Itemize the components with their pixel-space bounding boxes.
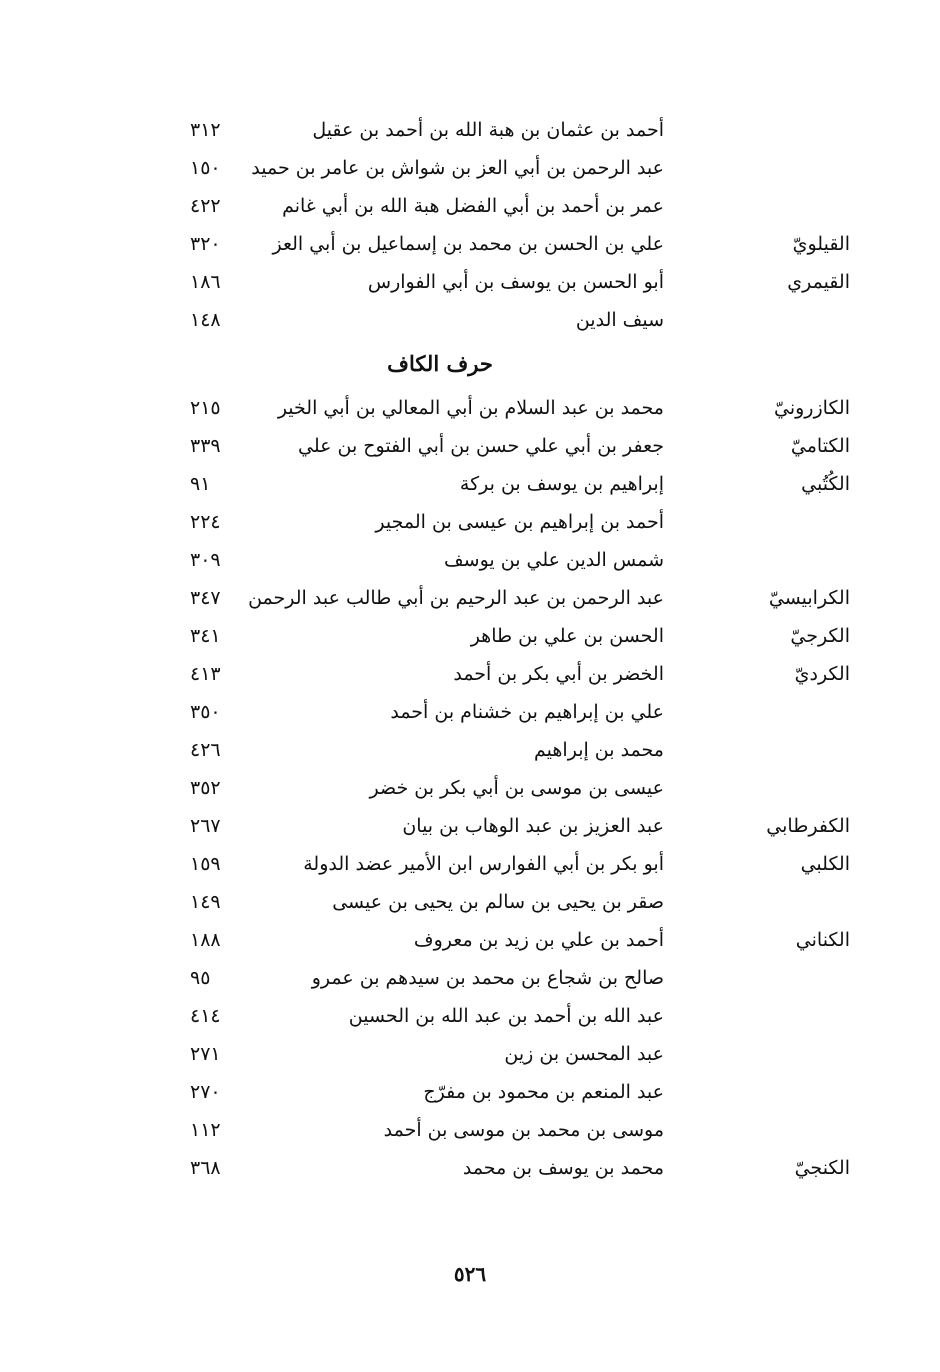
- page-reference: [190, 693, 250, 731]
- page-reference: [190, 301, 250, 339]
- person-name: شمس الدين علي بن يوسف: [444, 549, 664, 571]
- person-name: عمر بن أحمد بن أبي الفضل هبة الله بن أبي غانم: [282, 195, 664, 217]
- person-name: أبو بكر بن أبي الفوارس ابن الأمير عضد الدولة: [303, 853, 664, 875]
- page-reference-number: ١٥٠: [190, 157, 221, 179]
- nisba-label: الكناني: [795, 929, 850, 951]
- nisba-label: الكتاميّ: [790, 435, 850, 457]
- page-reference: [190, 731, 250, 769]
- page-reference: [190, 1035, 250, 1073]
- person-name: الخضر بن أبي بكر بن أحمد: [453, 663, 664, 685]
- page-reference-number: ٢٢٤: [190, 511, 221, 533]
- person-name: أحمد بن إبراهيم بن عيسى بن المجير: [375, 511, 664, 533]
- page-reference-number: ٣٠٩: [190, 549, 221, 571]
- page-reference-number: ١٨٦: [190, 271, 221, 293]
- page-reference-number: ١٤٨: [190, 309, 221, 331]
- page-reference-number: ٤١٣: [190, 663, 221, 685]
- page-reference-number: ١٨٨: [190, 929, 221, 951]
- index-entry-row: [180, 693, 850, 731]
- nisba-label: الكنجيّ: [794, 1157, 850, 1179]
- person-name: عيسى بن موسى بن أبي بكر بن خضر: [369, 777, 664, 799]
- index-entry-row: [180, 111, 850, 149]
- page-reference-number: ٣٢٠: [190, 233, 221, 255]
- person-name: إبراهيم بن يوسف بن بركة: [459, 473, 664, 495]
- page-reference-number: ٢٧٠: [190, 1081, 221, 1103]
- person-name: أحمد بن علي بن زيد بن معروف: [413, 929, 664, 951]
- index-entry-row: [180, 465, 850, 503]
- person-name: علي بن إبراهيم بن خشنام بن أحمد: [390, 701, 664, 723]
- page-reference: [190, 263, 250, 301]
- page-reference: [190, 655, 250, 693]
- person-name: سيف الدين: [575, 309, 664, 331]
- page-reference-number: ٣١٢: [190, 119, 221, 141]
- page-reference-number: ٤٢٦: [190, 739, 221, 761]
- person-name: موسى بن محمد بن موسى بن أحمد: [383, 1119, 664, 1141]
- section-title: حرف الكاف: [387, 351, 493, 376]
- person-name: محمد بن يوسف بن محمد: [462, 1157, 664, 1179]
- person-name: عبد الله بن أحمد بن عبد الله بن الحسين: [348, 1005, 664, 1027]
- page-reference: [190, 959, 250, 997]
- page-reference: [190, 187, 250, 225]
- index-entry-row: [180, 769, 850, 807]
- nisba-label: الكفرطابي: [766, 815, 850, 837]
- page-reference: [190, 541, 250, 579]
- page-reference: [190, 921, 250, 959]
- person-name: صقر بن يحيى بن سالم بن يحيى بن عيسى: [332, 891, 664, 913]
- index-entry-row: [180, 503, 850, 541]
- person-name: جعفر بن أبي علي حسن بن أبي الفتوح بن علي: [297, 435, 664, 457]
- nisba-label: الكرجيّ: [790, 625, 850, 647]
- page-reference-number: ٣٤١: [190, 625, 221, 647]
- page-reference-number: ٣٣٩: [190, 435, 221, 457]
- page-reference: [190, 225, 250, 263]
- person-name: الحسن بن علي بن طاهر: [470, 625, 664, 647]
- index-entry-row: [180, 1111, 850, 1149]
- page-reference: [190, 465, 250, 503]
- index-entry-row: [180, 997, 850, 1035]
- nisba-label: الكرديّ: [794, 663, 850, 685]
- page-reference: [190, 427, 250, 465]
- index-entry-row: [180, 1073, 850, 1111]
- index-entry-row: [180, 187, 850, 225]
- nisba-label: القيمري: [787, 271, 850, 293]
- page-reference: [190, 579, 250, 617]
- index-entry-row: [180, 541, 850, 579]
- page-reference-number: ١١٢: [190, 1119, 221, 1141]
- page-reference-number: ٣٤٧: [190, 587, 221, 609]
- page-reference: [190, 617, 250, 655]
- page-reference: [190, 1073, 250, 1111]
- page-reference: [190, 807, 250, 845]
- page-reference-number: ٣٦٨: [190, 1157, 221, 1179]
- page-reference-number: ٢٧١: [190, 1043, 221, 1065]
- index-entry-row: [180, 225, 850, 263]
- page-reference: [190, 997, 250, 1035]
- index-entry-row: [180, 921, 850, 959]
- page-reference: [190, 1111, 250, 1149]
- page-reference-number: ١٥٩: [190, 853, 221, 875]
- index-block: [180, 111, 850, 1187]
- page-reference-number: ٩١: [190, 473, 211, 495]
- index-entry-row: [180, 1035, 850, 1073]
- page-reference-number: ٣٥٠: [190, 701, 221, 723]
- page-reference-number: ٩٥: [190, 967, 211, 989]
- page-reference: [190, 111, 250, 149]
- index-entry-row: [180, 1149, 850, 1187]
- nisba-label: الكلبي: [800, 853, 850, 875]
- person-name: عبد الرحمن بن عبد الرحيم بن أبي طالب عبد الرحمن: [248, 587, 664, 609]
- index-entry-row: [180, 959, 850, 997]
- page-reference: [190, 1149, 250, 1187]
- nisba-label: الكُتُبي: [801, 473, 850, 495]
- page-reference: [190, 149, 250, 187]
- index-entry-row: [180, 389, 850, 427]
- page-number: ٥٢٦: [453, 1262, 487, 1286]
- person-name: عبد الرحمن بن أبي العز بن شواش بن عامر بن حميد: [251, 157, 664, 179]
- index-entry-row: [180, 301, 850, 339]
- person-name: عبد المنعم بن محمود بن مفرّج: [423, 1081, 664, 1103]
- index-entry-row: [180, 427, 850, 465]
- person-name: محمد بن إبراهيم: [534, 739, 664, 761]
- page-reference: [190, 389, 250, 427]
- index-entry-row: [180, 149, 850, 187]
- person-name: محمد بن عبد السلام بن أبي المعالي بن أبي الخير: [277, 397, 664, 419]
- index-entry-row: [180, 807, 850, 845]
- person-name: عبد المحسن بن زين: [504, 1043, 664, 1065]
- index-entry-row: [180, 579, 850, 617]
- index-entry-row: [180, 263, 850, 301]
- page-reference-number: ١٤٩: [190, 891, 221, 913]
- page-reference: [190, 503, 250, 541]
- page-reference-number: ٢١٥: [190, 397, 221, 419]
- person-name: أحمد بن عثمان بن هبة الله بن أحمد بن عقيل: [312, 119, 664, 141]
- index-entry-row: [180, 845, 850, 883]
- index-entry-row: [180, 883, 850, 921]
- nisba-label: القيلويّ: [792, 233, 850, 255]
- page-reference: [190, 845, 250, 883]
- person-name: عبد العزيز بن عبد الوهاب بن بيان: [402, 815, 664, 837]
- page-reference-number: ٤١٤: [190, 1005, 221, 1027]
- person-name: علي بن الحسن بن محمد بن إسماعيل بن أبي العز: [272, 233, 664, 255]
- index-entry-row: [180, 655, 850, 693]
- nisba-label: الكرابيسيّ: [768, 587, 850, 609]
- index-entry-row: [180, 617, 850, 655]
- page-reference: [190, 883, 250, 921]
- page-reference-number: ٢٦٧: [190, 815, 221, 837]
- nisba-label: الكازرونيّ: [774, 397, 850, 419]
- person-name: صالح بن شجاع بن محمد بن سيدهم بن عمرو: [311, 967, 664, 989]
- person-name: أبو الحسن بن يوسف بن أبي الفوارس: [367, 271, 664, 293]
- page-reference: [190, 769, 250, 807]
- index-entry-row: [180, 731, 850, 769]
- page-reference-number: ٤٢٢: [190, 195, 221, 217]
- page-reference-number: ٣٥٢: [190, 777, 221, 799]
